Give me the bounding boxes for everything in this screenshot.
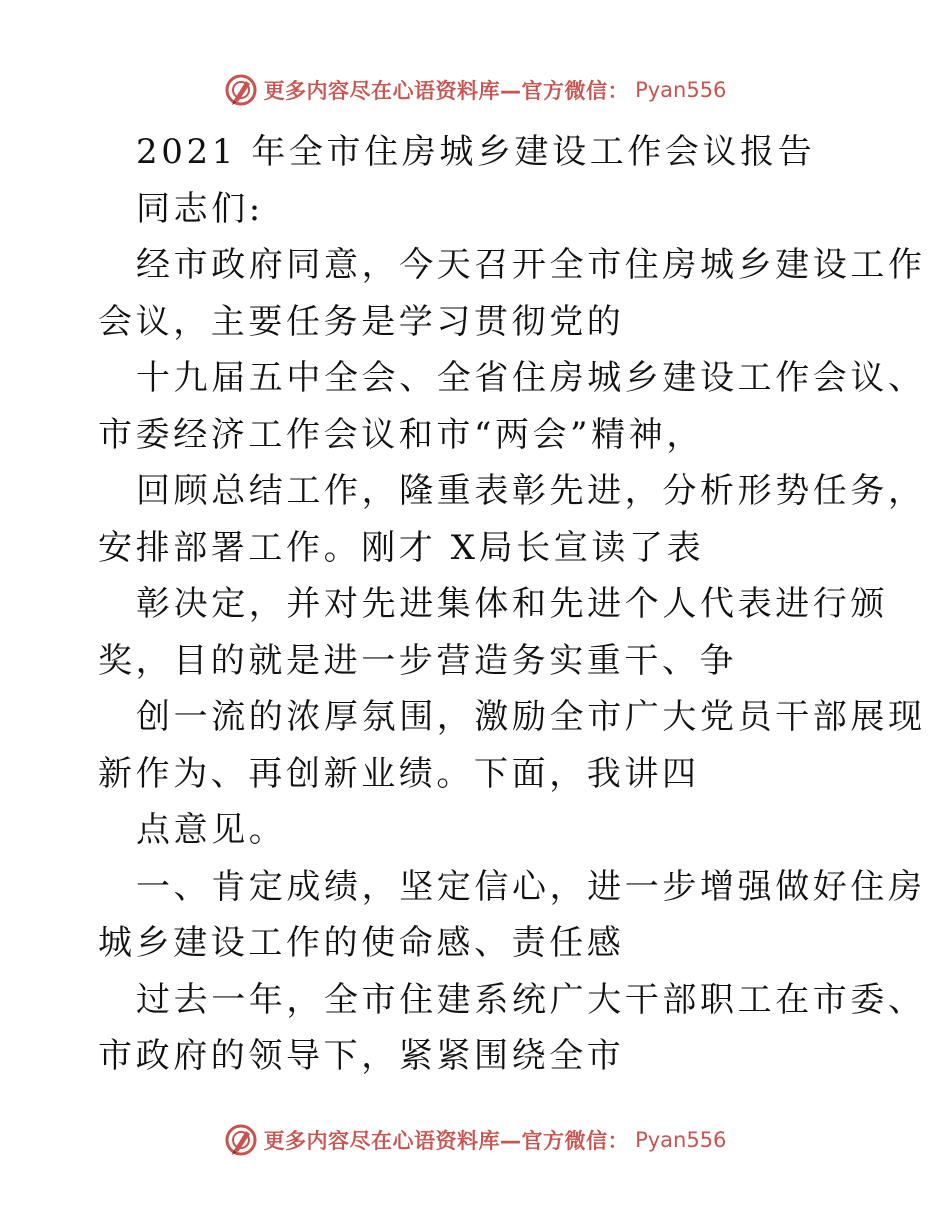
text-line: 点意见。 xyxy=(136,810,287,850)
text-line: 十九届五中全会、全省住房城乡建设工作会议、 xyxy=(136,358,926,398)
salutation: 同志们: xyxy=(136,188,264,229)
text-line: 市委经济工作会议和市“两会”精神， xyxy=(98,414,704,455)
text-line: 安排部署工作。刚才 X局长宣读了表 xyxy=(98,527,705,568)
document-body xyxy=(98,124,926,1085)
pen-logo-icon xyxy=(224,1123,258,1157)
section-heading: 一、肯定成绩，坚定信心，进一步增强做好住房 xyxy=(136,866,926,907)
text-line: 创一流的浓厚氛围，激励全市广大党员干部展现 xyxy=(136,697,926,737)
section-heading-continued: 城乡建设工作的使命感、责任感 xyxy=(98,923,625,963)
footer-watermark-banner xyxy=(0,1120,950,1160)
text-line: 新作为、再创新业绩。下面，我讲四 xyxy=(98,753,700,794)
text-line: 彰决定，并对先进集体和先进个人代表进行颁 xyxy=(136,584,888,624)
pen-logo-icon xyxy=(224,73,258,107)
text-line: 过去一年，全市住建系统广大干部职工在市委、 xyxy=(136,979,926,1020)
text-line: 会议，主要任务是学习贯彻党的 xyxy=(98,301,625,342)
text-line: 奖，目的就是进一步营造务实重干、争 xyxy=(98,640,738,681)
document-title: 2021 年全市住房城乡建设工作会议报告 xyxy=(136,132,816,172)
banner-wechat-id: Pyan556 xyxy=(635,78,727,102)
banner-text: 更多内容尽在心语资料库—官方微信： xyxy=(263,79,630,103)
header-watermark-banner xyxy=(0,70,950,110)
banner-wechat-id: Pyan556 xyxy=(635,1128,727,1152)
text-line: 经市政府同意，今天召开全市住房城乡建设工作 xyxy=(136,245,926,285)
text-line: 市政府的领导下，紧紧围绕全市 xyxy=(98,1036,625,1076)
text-line: 回顾总结工作，隆重表彰先进，分析形势任务， xyxy=(136,471,926,511)
banner-text: 更多内容尽在心语资料库—官方微信： xyxy=(263,1129,630,1153)
